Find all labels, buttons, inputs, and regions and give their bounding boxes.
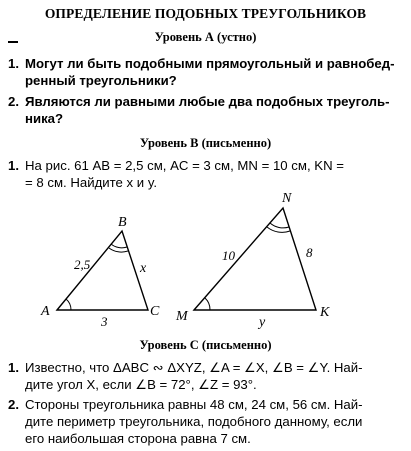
label-ac: 3 <box>101 314 108 329</box>
task-number: 2. <box>8 397 19 412</box>
triangle-abc <box>57 231 148 310</box>
task-line: ренный треугольники? <box>25 73 177 88</box>
task-line: ника? <box>25 111 64 126</box>
triangle-mnk <box>194 208 316 310</box>
angle-b-arc-2 <box>109 248 128 252</box>
label-mk: y <box>259 315 266 330</box>
divider-dash <box>8 41 18 43</box>
task-text <box>25 359 405 393</box>
vertex-c: C <box>150 304 160 319</box>
task-line: Являются ли равными любые два подобных треуголь- <box>25 94 390 109</box>
vertex-m: M <box>176 309 188 324</box>
task-text <box>25 157 405 191</box>
task-line: На рис. 61 AB = 2,5 см, AC = 3 см, MN = 10 см, KN = <box>25 158 344 173</box>
level-a-heading: Уровень А (устно) <box>154 30 257 44</box>
vertex-a: A <box>41 304 50 319</box>
vertex-k: K <box>320 305 330 320</box>
vertex-b: B <box>118 215 127 230</box>
label-bc: x <box>140 261 147 276</box>
task-text <box>25 93 405 127</box>
figure-triangles <box>0 190 411 330</box>
task-line: Стороны треугольника равны 48 см, 24 см, 56 см. Най- <box>25 397 363 412</box>
task-line: его наибольшая сторона равна 7 см. <box>25 431 251 446</box>
task-line: Известно, что ΔABC ∾ ΔXYZ, ∠A = ∠X, ∠B = ∠Y. Най- <box>25 360 363 375</box>
level-c-heading: Уровень С (письменно) <box>139 338 272 352</box>
angle-a-arc <box>66 299 71 310</box>
task-number: 1. <box>8 56 19 71</box>
task-line: дите периметр треугольника, подобного данному, если <box>25 414 363 429</box>
label-ab: 2,5 <box>74 257 91 272</box>
task-line: Могут ли быть подобными прямоугольный и равнобед- <box>25 56 395 71</box>
vertex-n: N <box>282 191 292 206</box>
task-number: 1. <box>8 158 19 173</box>
task-line: дите угол X, если ∠B = 72°, ∠Z = 93°. <box>25 377 257 392</box>
angle-b-arc <box>111 244 127 248</box>
angle-m-arc <box>205 298 210 310</box>
task-text <box>25 55 405 89</box>
label-mn: 10 <box>222 248 235 263</box>
level-b-heading: Уровень В (письменно) <box>139 136 272 150</box>
label-nk: 8 <box>306 245 313 260</box>
task-text <box>25 396 405 447</box>
page-title: ОПРЕДЕЛЕНИЕ ПОДОБНЫХ ТРЕУГОЛЬНИКОВ <box>44 6 367 21</box>
task-number: 1. <box>8 360 19 375</box>
task-line: = 8 см. Найдите x и y. <box>25 175 158 190</box>
task-number: 2. <box>8 94 19 109</box>
angle-n-arc <box>270 223 289 228</box>
